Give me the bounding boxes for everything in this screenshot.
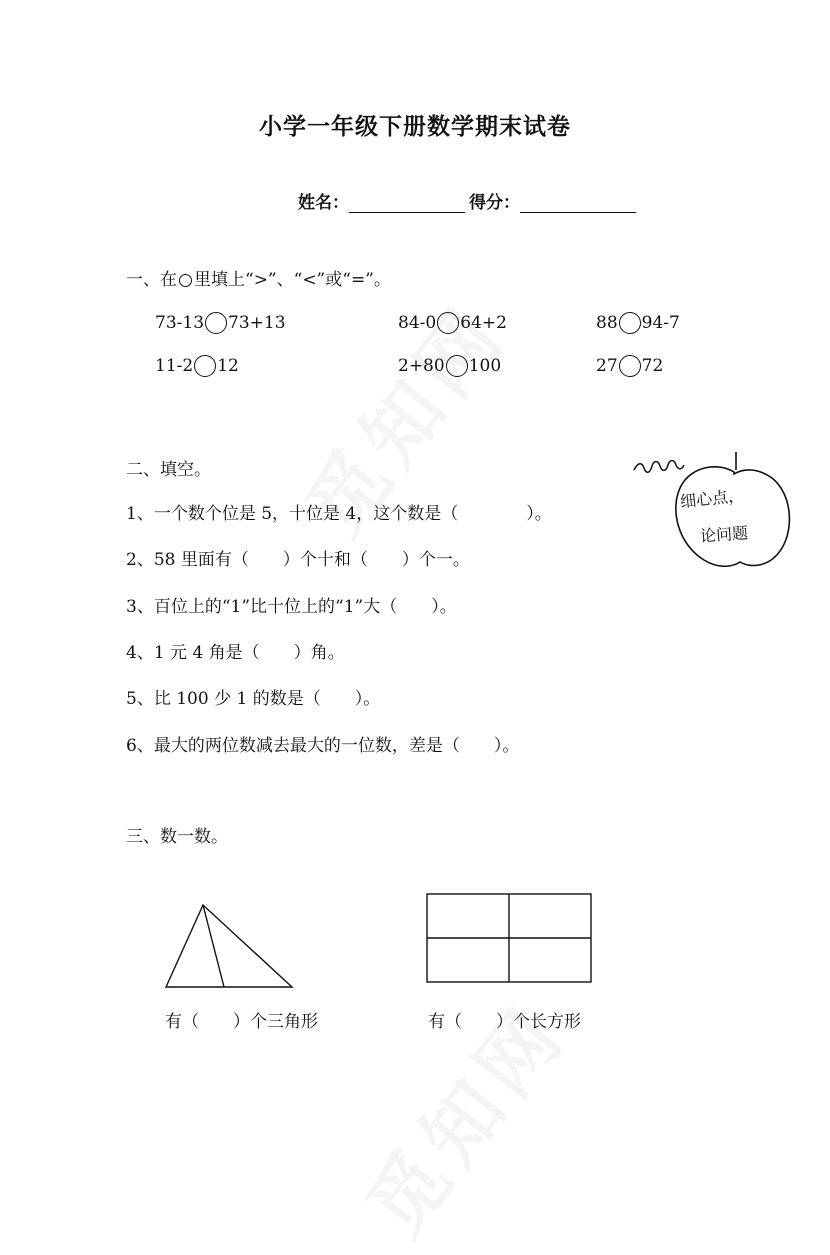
rectangle-caption: 有（ ）个长方形: [428, 1012, 581, 1032]
apple-note: 论问题: [699, 523, 749, 546]
apple-note: 细心点，: [679, 485, 745, 512]
name-blank[interactable]: [349, 192, 465, 213]
fill-item: 4、1 元 4 角是（ ）角。: [126, 643, 345, 663]
section1-heading: [126, 265, 391, 290]
compare-right: 64+2: [460, 313, 507, 333]
apple-icon: [630, 448, 800, 578]
answer-circle[interactable]: [194, 355, 216, 377]
answer-circle[interactable]: [437, 312, 459, 334]
compare-left: 27: [596, 356, 618, 376]
triangle-caption: 有（ ）个三角形: [165, 1012, 318, 1032]
student-info: [298, 188, 640, 213]
answer-circle[interactable]: [205, 312, 227, 334]
fill-item: 2、58 里面有（ ）个十和（ ）个一。: [126, 550, 470, 570]
fill-item: 6、最大的两位数减去最大的一位数，差是（ ）。: [126, 736, 520, 756]
triangle-figure: [164, 903, 296, 993]
compare-item: [398, 312, 507, 334]
answer-circle[interactable]: [619, 355, 641, 377]
section2-heading: 二、填空。: [126, 460, 211, 480]
compare-left: 84-0: [398, 313, 437, 333]
compare-right: 73+13: [228, 313, 286, 333]
section1-heading-pre: 一、在: [126, 270, 177, 290]
rectangle-figure: [425, 892, 595, 988]
circle-icon: [179, 274, 192, 287]
page-title: 小学一年级下册数学期末试卷: [259, 114, 571, 140]
section1-heading-post: 里填上“>”、“<”或“=”。: [194, 270, 391, 290]
fill-item: 3、百位上的“1”比十位上的“1”大（ ）。: [126, 597, 457, 617]
score-label: 得分：: [469, 193, 520, 213]
compare-right: 72: [641, 356, 664, 376]
compare-item: [155, 312, 286, 334]
compare-left: 2+80: [398, 356, 445, 376]
answer-circle[interactable]: [446, 355, 468, 377]
triangle-divider: [203, 905, 224, 987]
fill-item: 5、比 100 少 1 的数是（ ）。: [126, 689, 381, 709]
compare-item: [155, 355, 239, 377]
compare-left: 11-2: [155, 356, 194, 376]
apple-doodle: [630, 448, 800, 578]
section3-heading: 三、数一数。: [126, 827, 228, 847]
answer-circle[interactable]: [619, 312, 641, 334]
fill-item: 1、一个数个位是 5，十位是 4，这个数是（ ）。: [126, 504, 552, 524]
compare-right: 100: [468, 356, 502, 376]
compare-right: 12: [217, 356, 239, 376]
compare-left: 88: [596, 313, 618, 333]
triangle-outline: [166, 905, 292, 987]
name-label: 姓名：: [298, 193, 349, 213]
compare-item: [596, 312, 680, 334]
compare-item: [398, 355, 501, 377]
score-blank[interactable]: [520, 192, 636, 213]
compare-left: 73-13: [155, 313, 205, 333]
compare-item: [596, 355, 663, 377]
compare-right: 94-7: [641, 313, 680, 333]
